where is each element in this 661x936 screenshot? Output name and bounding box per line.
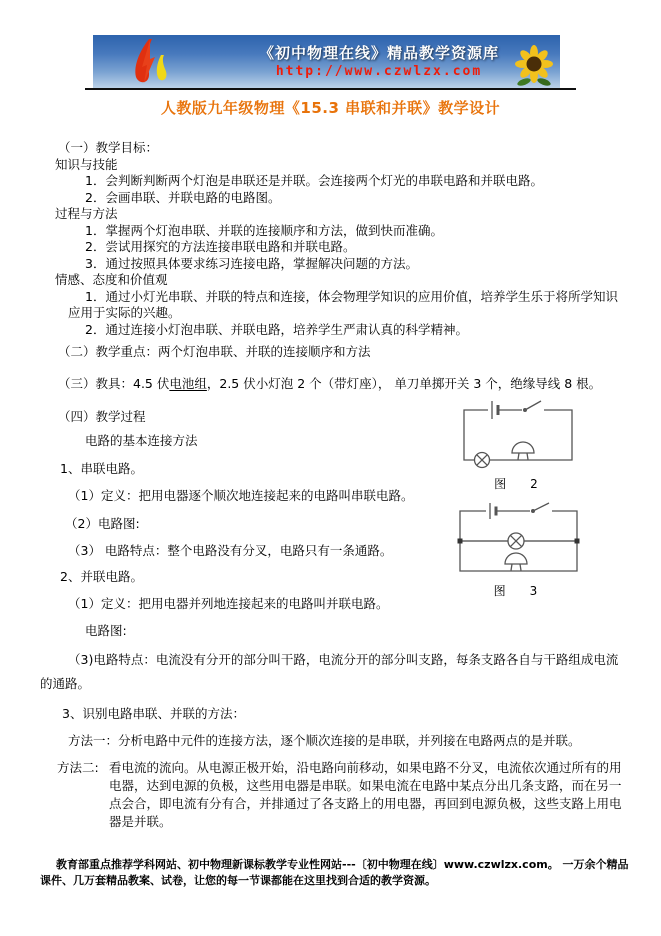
lightning-logo-icon [119, 37, 179, 88]
junction-node [458, 539, 463, 544]
teaching-aids [40, 374, 628, 394]
basic-connection-subheading: 电路的基本连接方法 [85, 432, 198, 448]
knowledge-heading: 知识与技能 [55, 156, 118, 172]
figure-caption: 图 2 [494, 477, 544, 491]
process-item: 3．通过按照具体要求练习连接电路，掌握解决问题的方法。 [85, 255, 418, 271]
parallel-circuit-diagram [446, 501, 591, 577]
identify-method1: 方法一：分析电路中元件的连接方法，逐个顺次连接的是串联，并列接在电路两点的是并联。 [68, 732, 581, 748]
site-banner [93, 35, 560, 88]
process-item: 1．掌握两个灯泡串联、并联的连接顺序和方法，做到快而准确。 [85, 222, 443, 238]
bell-icon [505, 553, 527, 564]
series-diagram-label: （2）电路图: [65, 515, 140, 531]
identify-heading: 3、识别电路串联、并联的方法： [62, 705, 245, 721]
key-points: （二）教学重点：两个灯泡串联、并联的连接顺序和方法 [58, 344, 371, 359]
junction-node [575, 539, 580, 544]
footer-promo-text: 教育部重点推荐学科网站、初中物理新课标教学专业性网站---〔初中物理在线〕www.czwlzx.com。 一万余个精品课件、几万套精品教案、试卷，让您的每一节课都能在这里找到合适的教学资源。 [40, 858, 629, 887]
bell-icon [512, 442, 534, 453]
figure-caption: 图 3 [493, 584, 544, 598]
identify-method2 [40, 759, 628, 831]
emotion-item: 1．通过小灯光串联、并联的特点和连接，体会物理学知识的应用价值，培养学生乐于将所学知识应用于实际的兴趣。 [68, 288, 618, 320]
switch-icon [525, 401, 541, 410]
series-circuit-diagram [452, 396, 586, 470]
series-heading: 1、串联电路。 [60, 460, 143, 476]
series-definition: （1）定义：把用电器逐个顺次地连接起来的电路叫串联电路。 [68, 487, 414, 503]
aids-prefix: （三）教具：4.5 伏 [58, 375, 170, 391]
method2-text: 看电流的流向。从电源正极开始，沿电路向前移动，如果电路不分叉，电流依次通过所有的用电器，达到电源的负极，这些用电器是串联。如果电流在电路中某点分出几条支路，而在另一点会合，即电流有分有合，并排通过了各支路上的用电器，再回到电源负极，这些支路上用电器是并联。 [109, 759, 622, 829]
process-heading: 过程与方法 [55, 206, 118, 221]
figure-parallel-circuit [446, 501, 591, 599]
knowledge-item: 1．会判断判断两个灯泡是串联还是并联。会连接两个灯光的串联电路和并联电路。 [85, 173, 543, 188]
figure-series-circuit [452, 396, 586, 492]
site-title: 《初中物理在线》精品教学资源库 [258, 44, 499, 62]
emotion-item: 2．通过连接小灯泡串联、并联电路，培养学生严肃认真的科学精神。 [85, 321, 468, 337]
process-item: 2．尝试用探究的方法连接串联电路和并联电路。 [85, 239, 356, 254]
site-url: http://www.czwlzx.com [275, 64, 483, 79]
method2-label: 方法二: [57, 759, 99, 775]
aids-underlined-term: 电池组 [169, 375, 207, 391]
knowledge-item: 2．会画串联、并联电路的电路图。 [85, 189, 281, 205]
parallel-diagram-label: 电路图: [85, 622, 127, 638]
objectives-heading: （一）教学目标： [58, 140, 159, 155]
sunflower-icon [512, 45, 556, 87]
emotion-heading: 情感、态度和价值观 [55, 272, 168, 287]
switch-icon [533, 503, 549, 511]
banner-divider [85, 88, 576, 90]
aids-suffix: ，2.5 伏小灯泡 2 个（带灯座）， 单刀单掷开关 3 个，绝缘导线 8 根。 [206, 375, 602, 391]
series-feature: （3） 电路特点：整个电路没有分叉，电路只有一条通路。 [68, 542, 393, 558]
parallel-heading: 2、并联电路。 [60, 568, 143, 584]
process-section-heading: （四）教学过程 [58, 408, 146, 424]
parallel-feature: （3)电路特点：电流没有分开的部分叫干路，电流分开的部分叫支路，每条支路各自与干路组成电流的通路。 [40, 651, 619, 691]
page-title: 人教版九年级物理《15.3 串联和并联》教学设计 [160, 99, 501, 117]
parallel-definition: （1）定义：把用电器并列地连接起来的电路叫并联电路。 [68, 595, 389, 611]
